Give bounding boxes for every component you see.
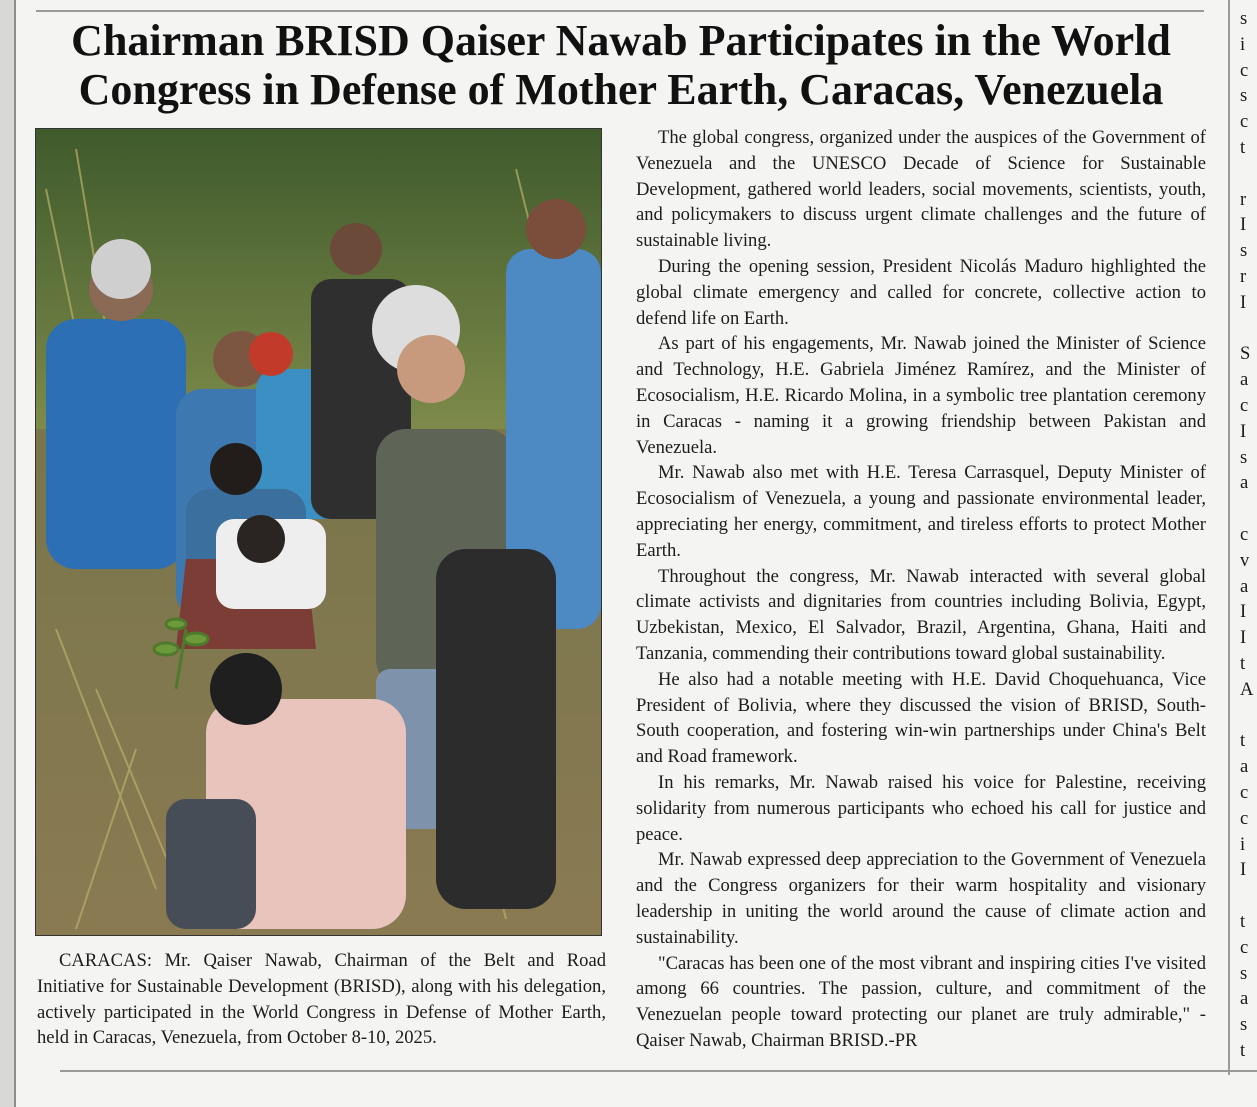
column-fragment: s (1240, 85, 1248, 107)
column-fragment: I (1240, 601, 1247, 623)
column-fragment: i (1240, 833, 1246, 855)
column-fragment: s (1240, 8, 1248, 29)
column-fragment: c (1240, 807, 1249, 829)
paragraph: Throughout the congress, Mr. Nawab interacted with several global climate activists and dignitaries from countries including Bolivia, Egypt, Uzbekistan, Mexico, El Salvador, Brazil, Argentina, Ghana, Haiti and Tanzania, commending their contributions toward global sustainability. (636, 565, 1206, 664)
paragraph: The global congress, organized under the auspices of the Government of Venezuela and the UNESCO Decade of Science for Sustainable Development, gathered world leaders, social movements, scientists, youth, and policymakers to discuss urgent climate challenges and the future of sustainable living. (636, 127, 1206, 252)
bottom-rule (60, 1070, 1257, 1072)
column-fragment: c (1240, 936, 1249, 958)
column-fragment: a (1240, 369, 1249, 391)
column-rule (1228, 0, 1230, 1075)
paragraph: Mr. Nawab expressed deep appreciation to the Government of Venezuela and the Congress organizers for their warm hospitality and visionary leadership in uniting the world around the cause of climate action and sustainability. (636, 849, 1206, 948)
headline-line-1: Chairman BRISD Qaiser Nawab Participates in the World (71, 16, 1171, 65)
article-photo (35, 128, 602, 936)
column-fragment: I (1240, 291, 1247, 313)
page-edge (0, 0, 16, 1107)
paragraph: During the opening session, President Nicolás Maduro highlighted the global climate emergency and called for concrete, collective action to defend life on Earth. (636, 255, 1206, 329)
paragraph: As part of his engagements, Mr. Nawab joined the Minister of Science and Technology, H.E. Gabriela Jiménez Ramírez, and the Minister of Ecosocialism, H.E. Ricardo Molina, in a symbolic tree plantation ceremony in Caracas - naming it a growing friendship between Pakistan and Venezuela. (636, 333, 1206, 458)
column-fragment: s (1240, 962, 1248, 984)
headline-line-2: Congress in Defense of Mother Earth, Caracas, Venezuela (78, 65, 1164, 114)
paragraph: In his remarks, Mr. Nawab raised his voice for Palestine, receiving solidarity from numerous participants who echoed his call for justice and peace. (636, 771, 1206, 845)
column-fragment: S (1240, 343, 1251, 365)
column-fragment: I (1240, 214, 1247, 236)
paragraph: He also had a notable meeting with H.E. David Choquehuanca, Vice President of Bolivia, where they discussed the vision of BRISD, South-South cooperation, and fostering win-win partnerships under China's Belt and Road framework. (636, 668, 1206, 768)
column-fragment: I (1240, 627, 1247, 649)
column-fragment: I (1240, 420, 1247, 442)
column-fragment: c (1240, 524, 1249, 545)
photo-caption: CARACAS: Mr. Qaiser Nawab, Chairman of the Belt and Road Initiative for Sustainable Development (BRISD), along with his delegation, actively participated in the World Congress in Defense of Mother Earth, held in Caracas, Venezuela, from October 8-10, 2025. (37, 950, 606, 1049)
column-fragment: t (1240, 730, 1246, 752)
column-fragment: i (1240, 33, 1246, 55)
column-fragment: c (1240, 782, 1249, 803)
column-fragment: c (1240, 395, 1249, 416)
column-fragment: a (1240, 988, 1249, 1010)
column-fragment: t (1240, 137, 1246, 158)
column-fragment: s (1240, 446, 1248, 468)
article-headline (36, 16, 1206, 114)
column-fragment: t (1240, 653, 1246, 674)
column-fragment: I (1240, 859, 1247, 881)
top-rule (36, 10, 1204, 12)
column-fragment: r (1240, 266, 1247, 287)
column-fragment: c (1240, 59, 1249, 81)
column-fragment: A (1240, 678, 1254, 700)
column-fragment: s (1240, 1014, 1248, 1036)
column-fragment: t (1240, 911, 1246, 932)
tree-planting-photo (36, 129, 601, 935)
column-fragment: v (1240, 549, 1250, 571)
paragraph: "Caracas has been one of the most vibrant and inspiring cities I've visited among 66 countries. The passion, culture, and commitment of the Venezuelan people toward protecting our planet are truly admirable," - Qaiser Nawab, Chairman BRISD.-PR (636, 952, 1206, 1051)
adjacent-column-cutoff (1240, 0, 1257, 1070)
column-fragment: a (1240, 756, 1249, 778)
column-fragment: c (1240, 111, 1249, 133)
column-fragment: r (1240, 188, 1247, 210)
column-fragment: t (1240, 1040, 1246, 1061)
article-body (636, 125, 1206, 1054)
column-fragment: a (1240, 575, 1249, 597)
column-fragment: s (1240, 240, 1248, 262)
column-fragment: a (1240, 472, 1249, 494)
paragraph: Mr. Nawab also met with H.E. Teresa Carrasquel, Deputy Minister of Ecosocialism of Venezuela, a young and passionate environmental leader, appreciating her energy, commitment, and tireless efforts to protect Mother Earth. (636, 462, 1206, 561)
